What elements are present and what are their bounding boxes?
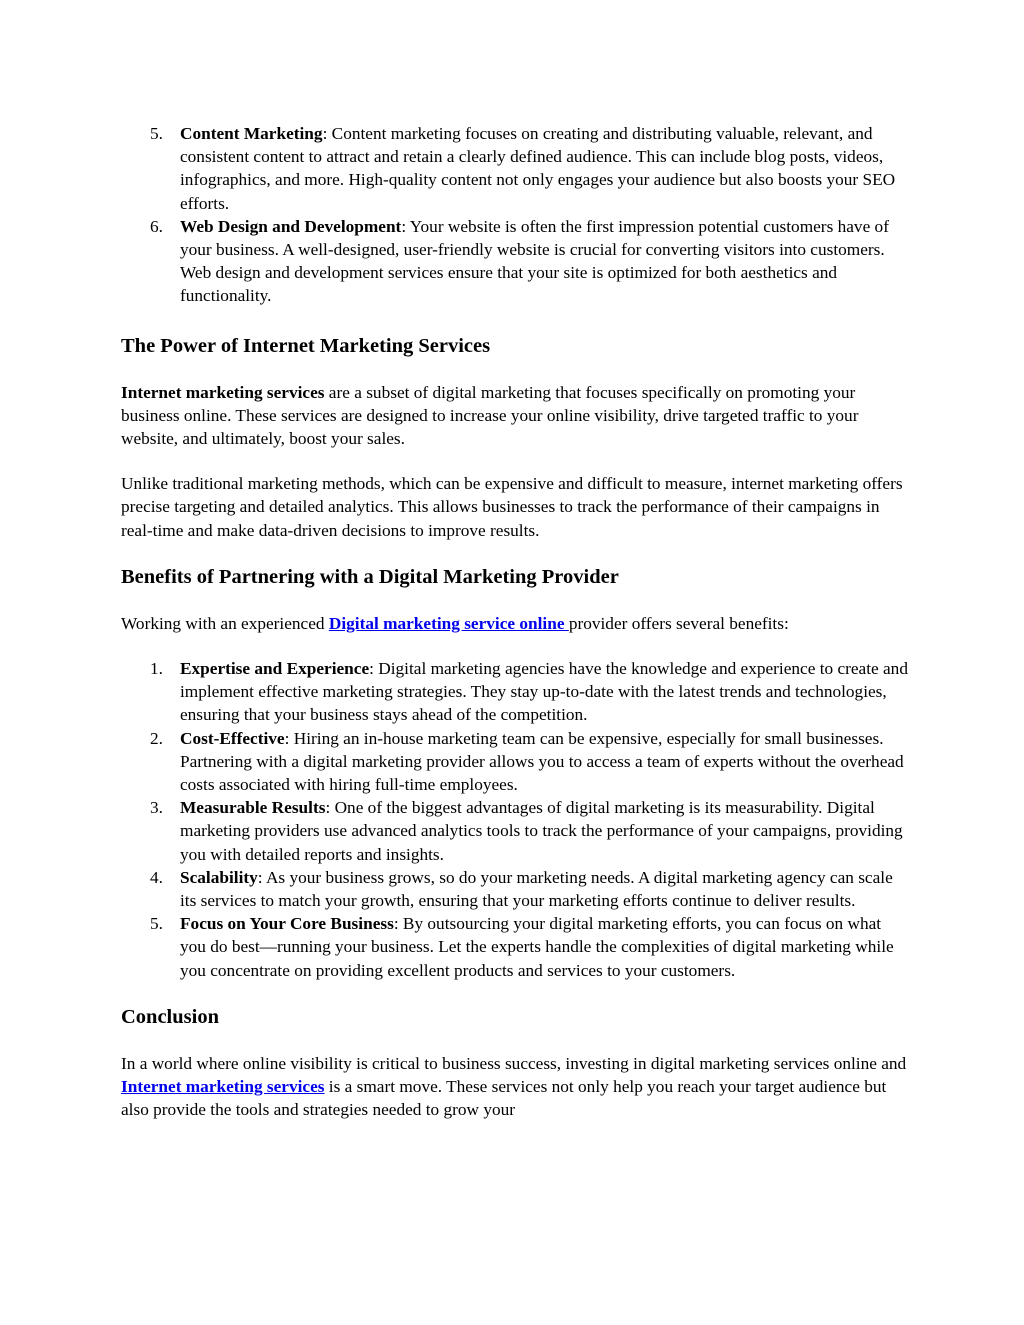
list-text: : By outsourcing your digital marketing efforts, you can focus on what you do best—running your business. Let the experts handle the complexities of digital marketing while you concentrate on providing excellent products and services to your customers.: [180, 914, 894, 980]
paragraph-text: provider offers several benefits:: [568, 613, 789, 633]
list-term: Scalability: [180, 867, 258, 887]
internet-marketing-services-link[interactable]: Internet marketing services: [121, 1077, 325, 1097]
list-number: 2.: [150, 728, 163, 748]
list-text: : Hiring an in-house marketing team can be expensive, especially for small businesses. Partnering with a digital marketing provider allows you to access a team of experts without the overhead costs associated with hiring full-time employees.: [180, 728, 904, 795]
list-item: [121, 912, 911, 982]
list-number: 5.: [150, 914, 163, 934]
paragraph-conclusion: [121, 1052, 911, 1122]
list-number: 1.: [150, 659, 163, 679]
digital-marketing-service-link[interactable]: Digital marketing service online: [328, 613, 569, 633]
paragraph-benefits-intro: [121, 612, 911, 635]
list-term: Focus on Your Core Business: [180, 914, 394, 934]
list-number: 5.: [150, 124, 163, 143]
paragraph-text: is a smart move. These services not only help you reach your target audience but also provide the tools and strategies needed to grow your: [121, 1077, 887, 1120]
paragraph-power-1: [121, 381, 911, 451]
list-term: Cost-Effective: [180, 728, 285, 748]
list-number: 6.: [150, 216, 163, 236]
bold-phrase: Internet marketing services: [121, 382, 325, 402]
section-heading-conclusion: Conclusion: [121, 1005, 219, 1028]
list-number: 3.: [150, 798, 163, 818]
list-item: [121, 727, 911, 797]
paragraph-text: are a subset of digital marketing that focuses specifically on promoting your business online. These services are designed to increase your online visibility, drive targeted traffic to your website, and ultimately, boost your sales.: [121, 382, 859, 449]
list-text: : One of the biggest advantages of digital marketing is its measurability. Digital marketing providers use advanced analytics tools to track the performance of your campaigns, providing you with detailed reports and insights.: [180, 798, 903, 864]
list-item: [121, 122, 911, 215]
services-list: [121, 122, 911, 308]
list-item: [121, 866, 911, 912]
list-item: [121, 796, 911, 866]
list-text: : Digital marketing agencies have the knowledge and experience to create and implement effective marketing strategies. They stay up-to-date with the latest trends and technologies, ensuring that your business stays ahead of the competition.: [180, 659, 908, 725]
paragraph-text: Working with an experienced: [121, 613, 329, 633]
benefits-list: [121, 657, 911, 982]
list-text: : Your website is often the first impression potential customers have of your business. A well-designed, user-friendly website is crucial for converting visitors into customers. Web design and development services ensure that your site is optimized for both aesthetics and functionality.: [180, 216, 889, 306]
document-content: [121, 120, 911, 1122]
paragraph-power-2: Unlike traditional marketing methods, which can be expensive and difficult to measure, internet marketing offers precise targeting and detailed analytics. This allows businesses to track the performance of their campaigns in real-time and make data-driven decisions to improve results.: [121, 474, 903, 540]
list-text: : Content marketing focuses on creating and distributing valuable, relevant, and consistent content to attract and retain a clearly defined audience. This can include blog posts, videos, infographics, and more. High-quality content not only engages your audience but also boosts your SEO efforts.: [180, 124, 896, 213]
list-item: [121, 657, 911, 727]
list-term: Measurable Results: [180, 798, 326, 818]
section-heading-benefits: Benefits of Partnering with a Digital Marketing Provider: [121, 565, 619, 588]
list-term: Web Design and Development: [180, 216, 402, 236]
list-text: : As your business grows, so do your marketing needs. A digital marketing agency can scale its services to match your growth, ensuring that your marketing efforts continue to deliver results.: [180, 867, 893, 911]
list-number: 4.: [150, 867, 163, 887]
paragraph-text: In a world where online visibility is critical to business success, investing in digital marketing services online and: [121, 1053, 907, 1073]
section-heading-power: The Power of Internet Marketing Services: [121, 334, 491, 357]
list-term: Expertise and Experience: [180, 659, 370, 679]
list-item: [121, 215, 911, 308]
list-term: Content Marketing: [180, 124, 323, 143]
